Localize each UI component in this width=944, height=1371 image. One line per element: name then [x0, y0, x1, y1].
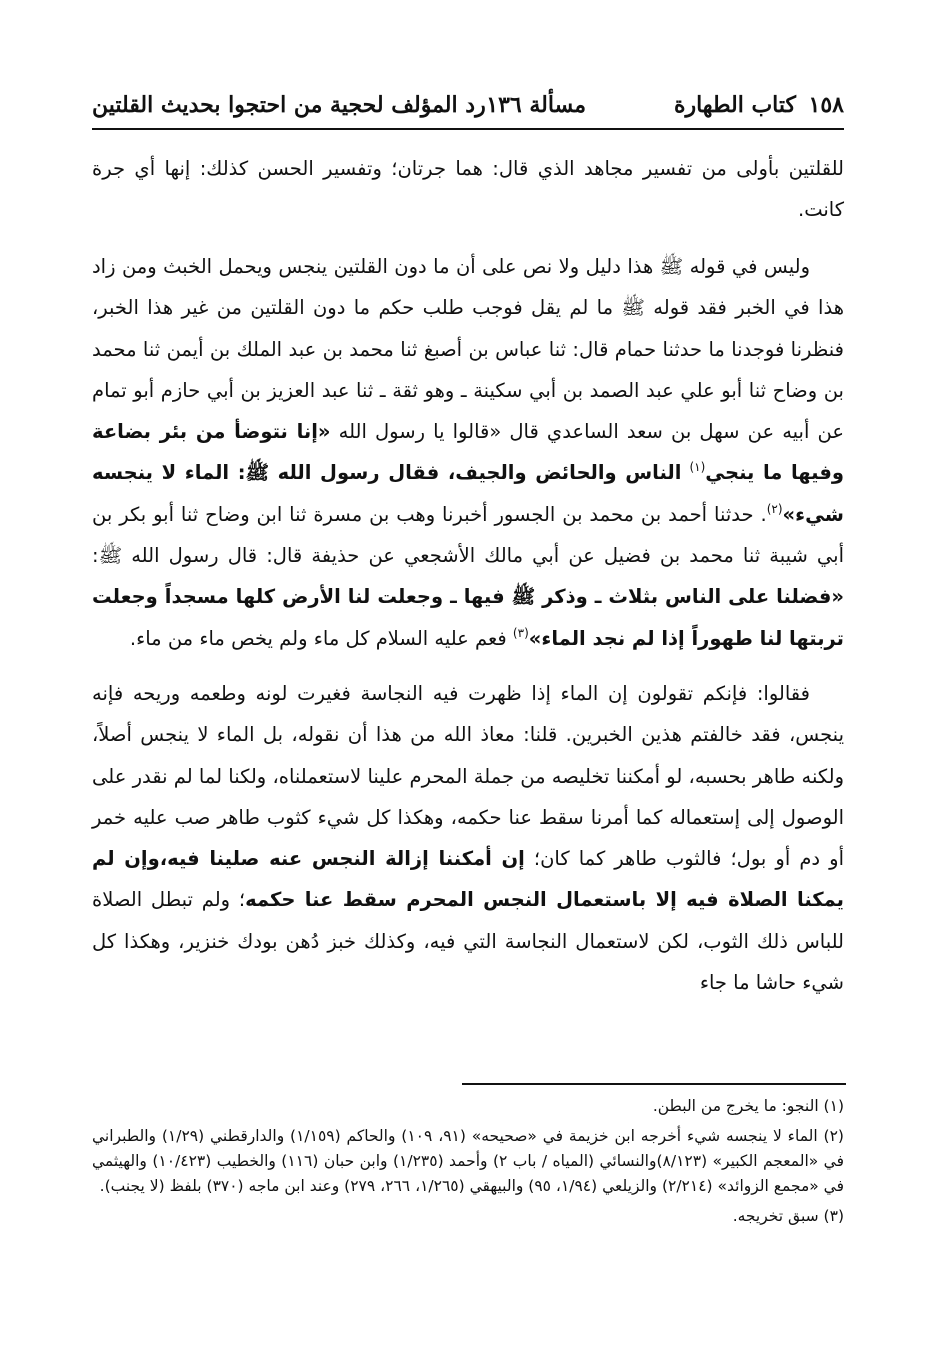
book-title: كتاب الطهارة [673, 92, 796, 118]
footnote-1: (١) النجو: ما يخرج من البطن. [652, 1097, 844, 1115]
footnotes [92, 1094, 844, 1234]
hadith-quote-1: «إنا نتوضأ من بئر بضاعة وفيها ما ينجي [92, 420, 844, 485]
issue-number: مسألة ١٣٦ [486, 92, 586, 118]
emphasis-run: إن أمكننا إزالة النجس عنه صلينا فيه،وإن لم يمكنا الصلاة فيه إلا باستعمال النجس المحرم سقط عنا حكمه [92, 847, 845, 912]
text-run: . حدثنا أحمد بن محمد بن الجسور أخبرنا وهب بن مسرة ثنا ابن وضاح ثنا أبو بكر بن أبي شيبة ثنا محمد بن فضيل عن أبي مالك الأشجعي عن حذيفة قال: قال رسول الله ﷺ: [92, 502, 844, 568]
text-run: فقالوا: فإنكم تقولون إن الماء إذا ظهرت فيه النجاسة فغيرت لونه وطعمه وريحه فإنه ينجس، فقد خالفتم هذين الخبرين. قلنا: معاذ الله من هذا أن نقوله، بل الماء لا ينجس أصلاً، ولكنه طاهر بحسبه، لو أمكننا تخليصه من جملة المحرم علينا لاستعملناه، ولكنا لما لم نقدر على الوصول إلى إستعماله كما أمرنا سقط عنا حكمه، وهكذا كل شيء كثوب طاهر صب عليه خمر أو دم أو بول؛ فالثوب طاهر كما كان؛ [92, 681, 844, 871]
main-text [92, 148, 844, 1003]
hadith-quote-3: «فضلنا على الناس بثلاث ـ وذكر ﷺ فيها ـ وجعلت لنا الأرض كلها مسجداً وجعلت تربتها لنا طهوراً إذا لم نجد الماء» [92, 585, 844, 650]
text-run: وليس في قوله ﷺ هذا دليل ولا نص على أن ما دون القلتين ينجس ويحمل الخبث ومن زاد هذا في الخبر فقد قوله ﷺ ما لم يقل فوجب طلب حكم ما دون القلتين من غير هذا الخبر، فنظرنا فوجدنا ما حدثنا حمام قال: ثنا عباس بن أصبغ ثنا محمد بن عبد الملك بن أيمن ثنا محمد بن وضاح ثنا أبو علي عبد الصمد بن أبي سكينة ـ وهو ثقة ـ ثنا عبد العزيز بن أبي حازم أبو تمام عن أبيه عن سهل بن سعد الساعدي قال «قالوا يا رسول الله [92, 255, 844, 444]
paragraph-3 [92, 673, 844, 1003]
running-header [92, 86, 844, 124]
footnote-ref-2[interactable]: (٢) [766, 501, 783, 516]
header-rule [92, 128, 844, 130]
footnote-2: (٢) الماء لا ينجسه شيء أخرجه ابن خزيمة في «صحيحه» (٩١، ١٠٩) والحاكم (١/١٥٩) والدارقطني (١/٢٩) والطبراني في «المعجم الكبير» (٨/١٢٣)والنسائي (المياه / باب ٢) وأحمد (١/٢٣٥) وابن حبان (١١٦) والخطيب (١٠/٤٢٣) والهيثمي في «مجمع الزوائد» (٢/٢١٤) والزيلعي (١/٩٤، ٩٥) والبيهقي (١/٢٦٥، ٢٦٦، ٢٧٩) وعند ابن ماجه (٣٧٠) بلفظ (لا يجنب). [92, 1127, 845, 1195]
footnote-ref-3[interactable]: (٣) [512, 625, 529, 640]
hadith-quote-2: الناس والحائض والجيف، فقال رسول الله ﷺ: الماء لا ينجسه شيء» [92, 461, 844, 526]
footnote-ref-1[interactable]: (١) [689, 460, 706, 475]
paragraph-2 [92, 246, 844, 659]
footnote-rule [462, 1083, 846, 1085]
paragraph-1: للقلتين بأولى من تفسير مجاهد الذي قال: هما جرتان؛ وتفسير الحسن كذلك: إنها أي جرة كانت. [92, 157, 844, 222]
page-number: ١٥٨ [808, 92, 844, 118]
text-run: فعم عليه السلام كل ماء ولم يخص ماء من ماء. [129, 626, 507, 650]
text-run: ؛ ولم تبطل الصلاة للباس ذلك الثوب، لكن لاستعمال النجاسة التي فيه، وكذلك خبز دُهن بودك خنزير، وهكذا كل شيء حاشا ما جاء [92, 888, 844, 995]
footnote-3: (٣) سبق تخريجه. [732, 1207, 844, 1225]
section-topic: رد المؤلف لحجية من احتجوا بحديث القلتين [92, 92, 486, 118]
